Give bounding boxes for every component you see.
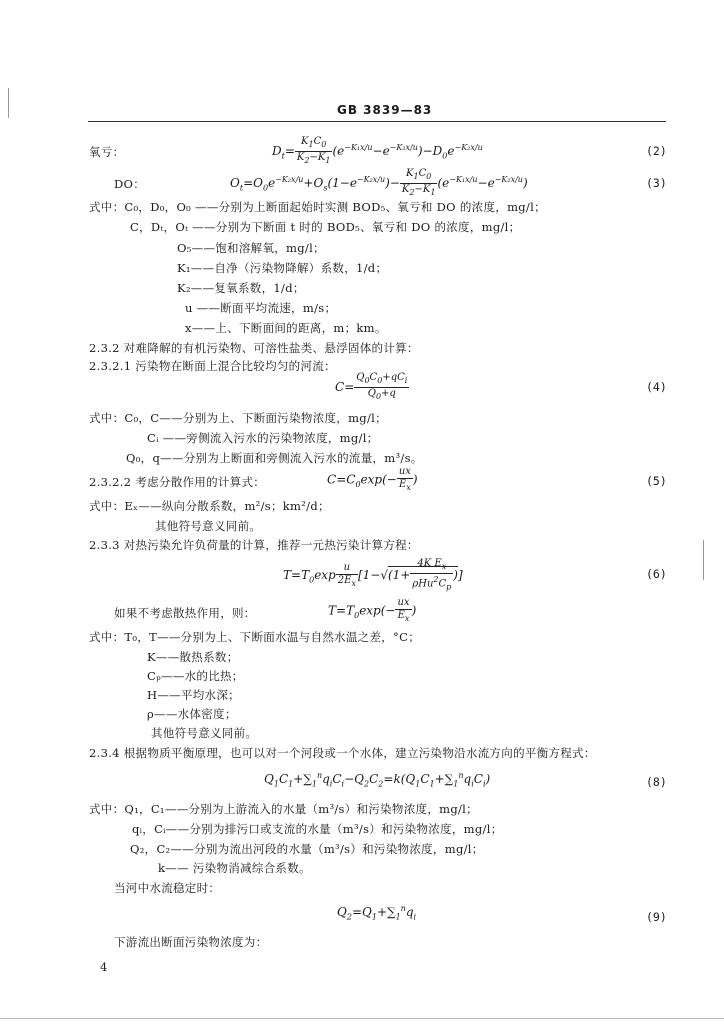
definition-line: Cₚ——水的比热；	[147, 669, 244, 683]
page-number: 4	[100, 960, 108, 974]
equation-4: C= $\frac{Q_0C_0+qC_i}{Q_0+q}$	[335, 372, 408, 401]
definition-line: 其他符号意义同前。	[155, 519, 262, 533]
definition-line: Q₀，q——分别为上断面和旁侧流入污水的流量，m³/s。	[126, 451, 423, 465]
equation-number: (3)	[646, 176, 667, 190]
equation-6: $T=T_0\exp$ $\frac{u}{2E_x}$ [1−√(1+ $\frac{4K E_x}{\rho Hu^2C_p}$ )]	[283, 558, 463, 592]
definition-line: 式中：C₀，D₀，O₀ ——分别为上断面起始时实测 BOD₅、氧亏和 DO 的浓度，mg/l；	[89, 200, 546, 214]
section-heading: 2.3.4 根据物质平衡原理，也可以对一个河段或一个水体，建立污染物沿水流方向的平衡方程式：	[89, 746, 596, 760]
definition-line: 其他符号意义同前。	[151, 726, 258, 740]
definition-line: qᵢ，Cᵢ——分别为排污口或支流的水量（m³/s）和污染物浓度，mg/l；	[132, 822, 503, 836]
header-rule	[88, 121, 666, 122]
definition-line: x——上、下断面间的距离，m；km。	[185, 321, 387, 335]
section-heading: 2.3.2.2 考虑分散作用的计算式：	[89, 475, 266, 489]
text-line: 如果不考虑散热作用，则：	[114, 606, 256, 620]
definition-line: u ——断面平均流速，m/s；	[185, 301, 337, 315]
text-line: 当河中水流稳定时：	[114, 881, 221, 895]
equation-number: (5)	[646, 474, 667, 488]
equation-3: $O_t=O_0e^{-K_2x/u}+O_s(1-e^{-K_2x/u})-$ $\frac{K_1C_0}{K_2-K_1}$ $(e^{-K_1x/u}-e^{-K_2x/u})$	[230, 168, 528, 197]
definition-line: C，Dₜ，Oₜ ——分别为下断面 t 时的 BOD₅、氧亏和 DO 的浓度，mg/l；	[130, 220, 521, 234]
footer-rule	[0, 1018, 724, 1019]
definition-line: H——平均水深；	[147, 688, 240, 702]
scan-mark	[8, 88, 9, 118]
definition-line: Cᵢ ——旁侧流入污水的污染物浓度，mg/l；	[147, 431, 379, 445]
oxygen-deficit-label: 氧亏：	[89, 145, 125, 159]
definition-line: k—— 污染物消减综合系数。	[158, 861, 311, 875]
definition-line: 式中：Q₁，C₁——分别为上游流入的水量（m³/s）和污染物浓度，mg/l；	[89, 802, 478, 816]
equation-number: (6)	[646, 567, 667, 581]
section-heading: 2.3.3 对热污染允许负荷量的计算，推荐一元热污染计算方程：	[89, 538, 419, 552]
definition-line: 式中：Eₓ——纵向分散系数，m²/s；km²/d；	[89, 499, 330, 513]
equation-2: $D_t=$ $\frac{K_1C_0}{K_2-K_1}$ $(e^{-K_1x/u}-e^{-K_2x/u})-D_0e^{-K_2x/u}$	[272, 136, 483, 165]
standard-code: GB 3839—83	[337, 103, 433, 117]
equation-5: $C=C_0\exp(-$ $\frac{ux}{E_x}$ )	[327, 466, 418, 492]
equation-number: (9)	[646, 910, 667, 924]
section-heading: 2.3.2.1 污染物在断面上混合比较均匀的河流：	[89, 359, 336, 373]
equation-number: (2)	[646, 144, 667, 158]
definition-line: O₅——饱和溶解氧，mg/l；	[177, 241, 325, 255]
text-line: 下游流出断面污染物浓度为：	[114, 935, 268, 949]
definition-line: ρ——水体密度；	[147, 707, 237, 721]
equation-number: (4)	[646, 380, 667, 394]
equation-number: (8)	[646, 775, 667, 789]
definition-line: K——散热系数；	[147, 650, 239, 664]
definition-line: 式中：C₀，C——分别为上、下断面污染物浓度，mg/l；	[89, 411, 387, 425]
definition-line: K₂——复氧系数，1/d；	[177, 281, 305, 295]
definition-line: 式中：T₀，T——分别为上、下断面水温与自然水温之差，°C；	[89, 630, 420, 644]
equation-7: $T=T_0\exp(-$ $\frac{ux}{E_x}$ )	[328, 597, 417, 623]
section-heading: 2.3.2 对难降解的有机污染物、可溶性盐类、悬浮固体的计算：	[89, 341, 419, 355]
do-label: DO：	[114, 177, 146, 191]
equation-8: $Q_1C_1+\sum_1^nq_iC_i-Q_2C_2=k(Q_1C_1+\sum_1^nq_iC_i)$	[264, 771, 491, 789]
definition-line: Q₂，C₂——分别为流出河段的水量（m³/s）和污染物浓度，mg/l；	[130, 842, 484, 856]
definition-line: K₁——自净（污染物降解）系数，1/d；	[177, 261, 388, 275]
equation-9: $Q_2=Q_1+\sum_1^nq_i$	[337, 904, 417, 922]
scan-mark	[703, 540, 704, 580]
